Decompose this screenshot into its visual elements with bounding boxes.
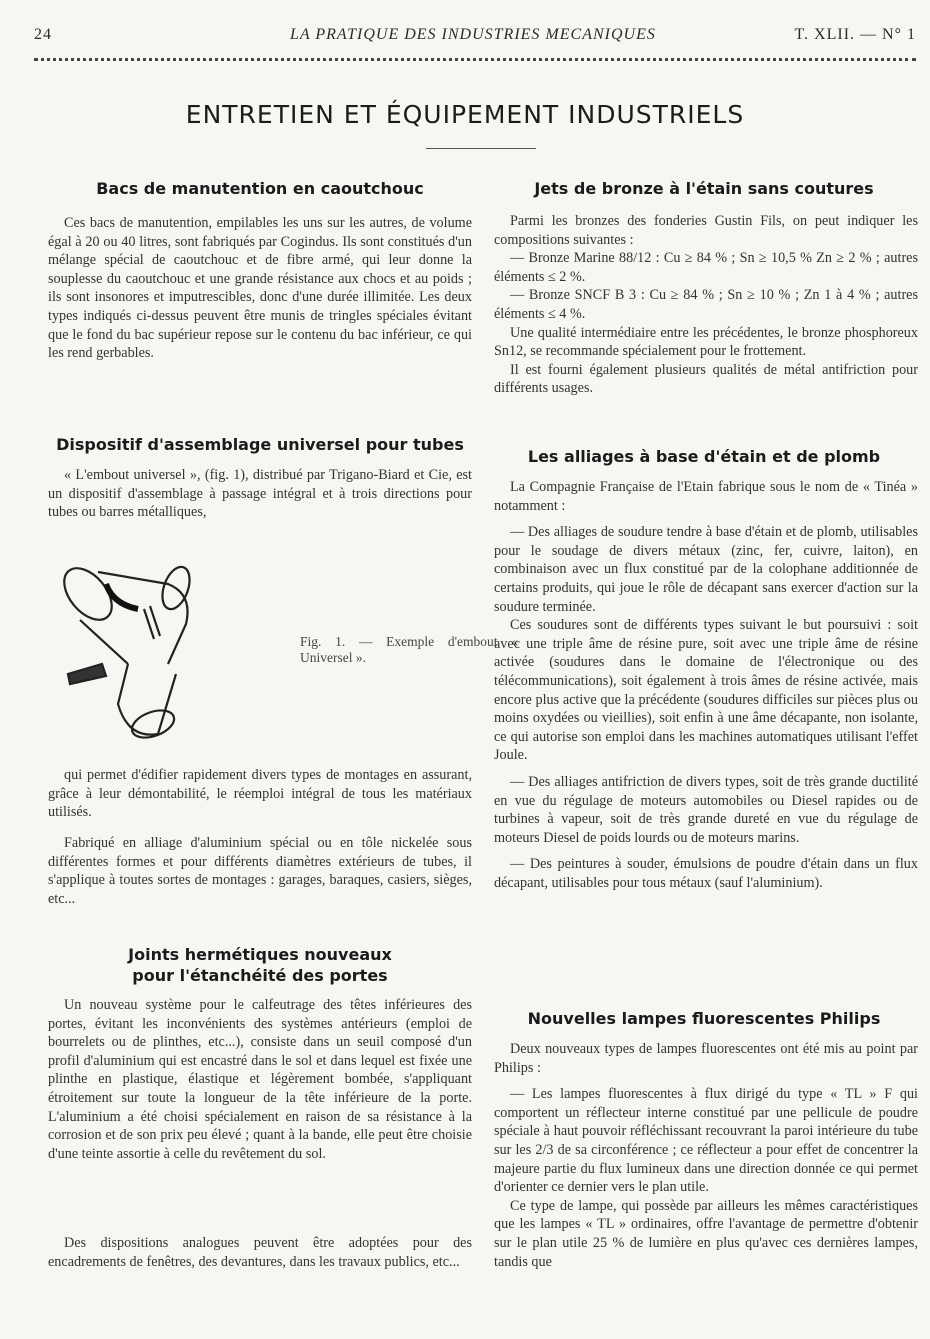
article-body-assemblage <box>48 766 472 822</box>
article-title-bacs: Bacs de manutention en caoutchouc <box>96 179 424 198</box>
paragraph: — Des alliages de soudure tendre à base d'étain et de plomb, utilisables pour le soudage de divers métaux (zinc, fer, cuivre, laiton), en combinaison avec un flux constitué par de la colophane additionnée de certains produits, qui joue le rôle de décapant sans exercer d'action sur la soudure terminée. <box>494 524 918 615</box>
paragraph: — Bronze Marine 88/12 : Cu ≥ 84 % ; Sn ≥ 10,5 % Zn ≥ 2 % ; autres éléments ≤ 2 %. <box>494 250 918 285</box>
figure-caption: Fig. 1. — Exemple d'embout « Universel ». <box>300 634 518 665</box>
article-body-joints <box>48 996 472 1163</box>
paragraph: La Compagnie Française de l'Etain fabrique sous le nom de « Tinéa » notamment : <box>494 479 918 514</box>
paragraph: Fabriqué en alliage d'aluminium spécial ou en tôle nickelée sous différentes formes et pour différents diamètres extérieurs de tubes, il s'applique à toutes sortes de montages : garages, baraques, casiers, sièges, etc... <box>48 835 472 907</box>
paragraph: qui permet d'édifier rapidement divers types de montages en assurant, grâce à leur démontabilité, le réemploi intégral de tous les matériaux utilisés. <box>48 767 472 821</box>
article-title-assemblage: Dispositif d'assemblage universel pour tubes <box>56 435 464 454</box>
paragraph: Ces bacs de manutention, empilables les uns sur les autres, de volume égal à 20 ou 40 litres, sont fabriqués par Cogindus. Ils sont constitués d'un mélange spécial de caoutchouc et de fibre armé, qui leur donne la souplesse du caoutchouc et une grande résistance aux chocs et au poids ; ils sont insonores et imputrescibles, donc d'une durée illimitée. Les deux types indiqués ci-dessus peuvent être munis de tringles spéciales évitant que le fond du bac supérieur repose sur le contenu du bac inférieur, ce qui les rend gerbables. <box>48 215 472 362</box>
paragraph: — Bronze SNCF B 3 : Cu ≥ 84 % ; Sn ≥ 10 % ; Zn 1 à 4 % ; autres éléments ≤ 4 %. <box>494 287 918 322</box>
article-body-bronze <box>494 212 918 398</box>
page-number: 24 <box>34 26 52 43</box>
article-body-bacs <box>48 214 472 363</box>
paragraph: Des dispositions analogues peuvent être adoptées pour des encadrements de fenêtres, des devantures, dans les travaux publics, etc... <box>48 1235 472 1270</box>
article-title-alliages: Les alliages à base d'étain et de plomb <box>527 447 881 466</box>
paragraph: « L'embout universel », (fig. 1), distribué par Trigano-Biard et Cie, est un dispositif d'assemblage à passage intégral et à trois directions pour tubes ou barres métalliques, <box>48 467 472 521</box>
dotted-rule <box>34 58 916 67</box>
paragraph: Ce type de lampe, qui possède par ailleurs les mêmes caractéristiques que les lampes « TL » ordinaires, offre l'avantage de permettre d'obtenir sur le plan utile 25 % de lumière en plus qu'avec ces dernières lampes, tandis que <box>494 1197 918 1270</box>
article-body-alliages <box>494 478 918 892</box>
slot-lines <box>144 606 160 639</box>
running-header <box>34 26 916 48</box>
paragraph: Deux nouveaux types de lampes fluorescentes ont été mis au point par Philips : <box>494 1041 918 1076</box>
title-rule <box>426 148 536 149</box>
paragraph: — Des alliages antifriction de divers types, soit de très grande ductilité en vue du régulage de moteurs automobiles ou Diesel rapides ou de turbines à vapeur, soit de très grande dureté en vue du régulage de moteurs Diesel de poids lourds ou de moteurs marins. <box>494 773 918 846</box>
tube-end-bottom <box>128 705 178 743</box>
article-title-bronze: Jets de bronze à l'étain sans coutures <box>534 179 874 198</box>
lower-branch <box>118 664 176 735</box>
paragraph: Ces soudures sont de différents types suivant le but poursuivi : soit avec une triple âme de résine pure, soit avec une triple âme de résine activée (soudures dans le domaine de l'électronique ou des télécommunications), soit également à trois âmes de résine activée, mais encore plus active que la précédente (soudures difficiles sur pièces plus ou moins oxydées ou vieillies), soit enfin à une âme décapante, non isolante, ce qui autorise son emploi dans les machines automatiques utilisant l'effet Joule. <box>494 617 918 764</box>
journal-title: LA PRATIQUE DES INDUSTRIES MECANIQUES <box>290 26 656 43</box>
paragraph: Il est fourni également plusieurs qualités de métal antifriction pour différents usages. <box>494 361 918 397</box>
article-title-lampes: Nouvelles lampes fluorescentes Philips <box>527 1009 881 1028</box>
paragraph: Un nouveau système pour le calfeutrage des têtes inférieures des portes, évitant les inconvénients des systèmes antérieurs (emploi de bourrelets ou de plinthes, etc...), consiste dans un seuil composé d'un profil d'aluminium qui est encastré dans le sol et dans lequel est fixée une plinthe en plastique, élastique et légèrement bombée, s'appliquant étroitement sur toute la longueur de la tête inférieure de la porte. L'aluminium a été choisi spécialement en raison de sa résistance à la corrosion et de son prix peu élevé ; quant à la bande, elle peut être choisie d'une teinte assortie à celle du revêtement du sol. <box>48 997 472 1162</box>
article-body-joints-2 <box>48 1234 472 1271</box>
article-intro-assemblage <box>48 466 472 522</box>
volume-number: T. XLII. — N° 1 <box>794 26 916 43</box>
paragraph: Parmi les bronzes des fonderies Gustin Fils, on peut indiquer les compositions suivantes : <box>494 213 918 248</box>
label-tag <box>68 664 106 684</box>
figure-embout-universel <box>58 554 208 754</box>
section-title: ENTRETIEN ET ÉQUIPEMENT INDUSTRIELS <box>185 100 745 129</box>
body-outline <box>80 620 128 664</box>
title-line: Joints hermétiques nouveaux <box>128 945 392 964</box>
paragraph: — Les lampes fluorescentes à flux dirigé du type « TL » F qui comportent un réflecteur interne constitué par une pellicule de poudre spéciale à haut pouvoir réfléchissant recouvrant la paroi intérieure du tube sur les 2/3 de sa circonférence ; ce réflecteur a pour effet de concentrer la majeure partie du flux lumineux dans une direction donnée ce qui permet d'orienter ce dernier vers le plan utile. <box>494 1086 918 1196</box>
article-body-lampes <box>494 1040 918 1271</box>
paragraph: Une qualité intermédiaire entre les précédentes, le bronze phosphoreux Sn12, se recommande spécialement pour le frottement. <box>494 324 918 360</box>
paragraph: — Des peintures à souder, émulsions de poudre d'étain dans un flux décapant, utilisables pour tous métaux (sauf l'aluminium). <box>494 856 918 891</box>
title-line: pour l'étanchéité des portes <box>132 966 388 985</box>
article-title-joints <box>48 944 472 986</box>
article-body-assemblage-2 <box>48 834 472 908</box>
